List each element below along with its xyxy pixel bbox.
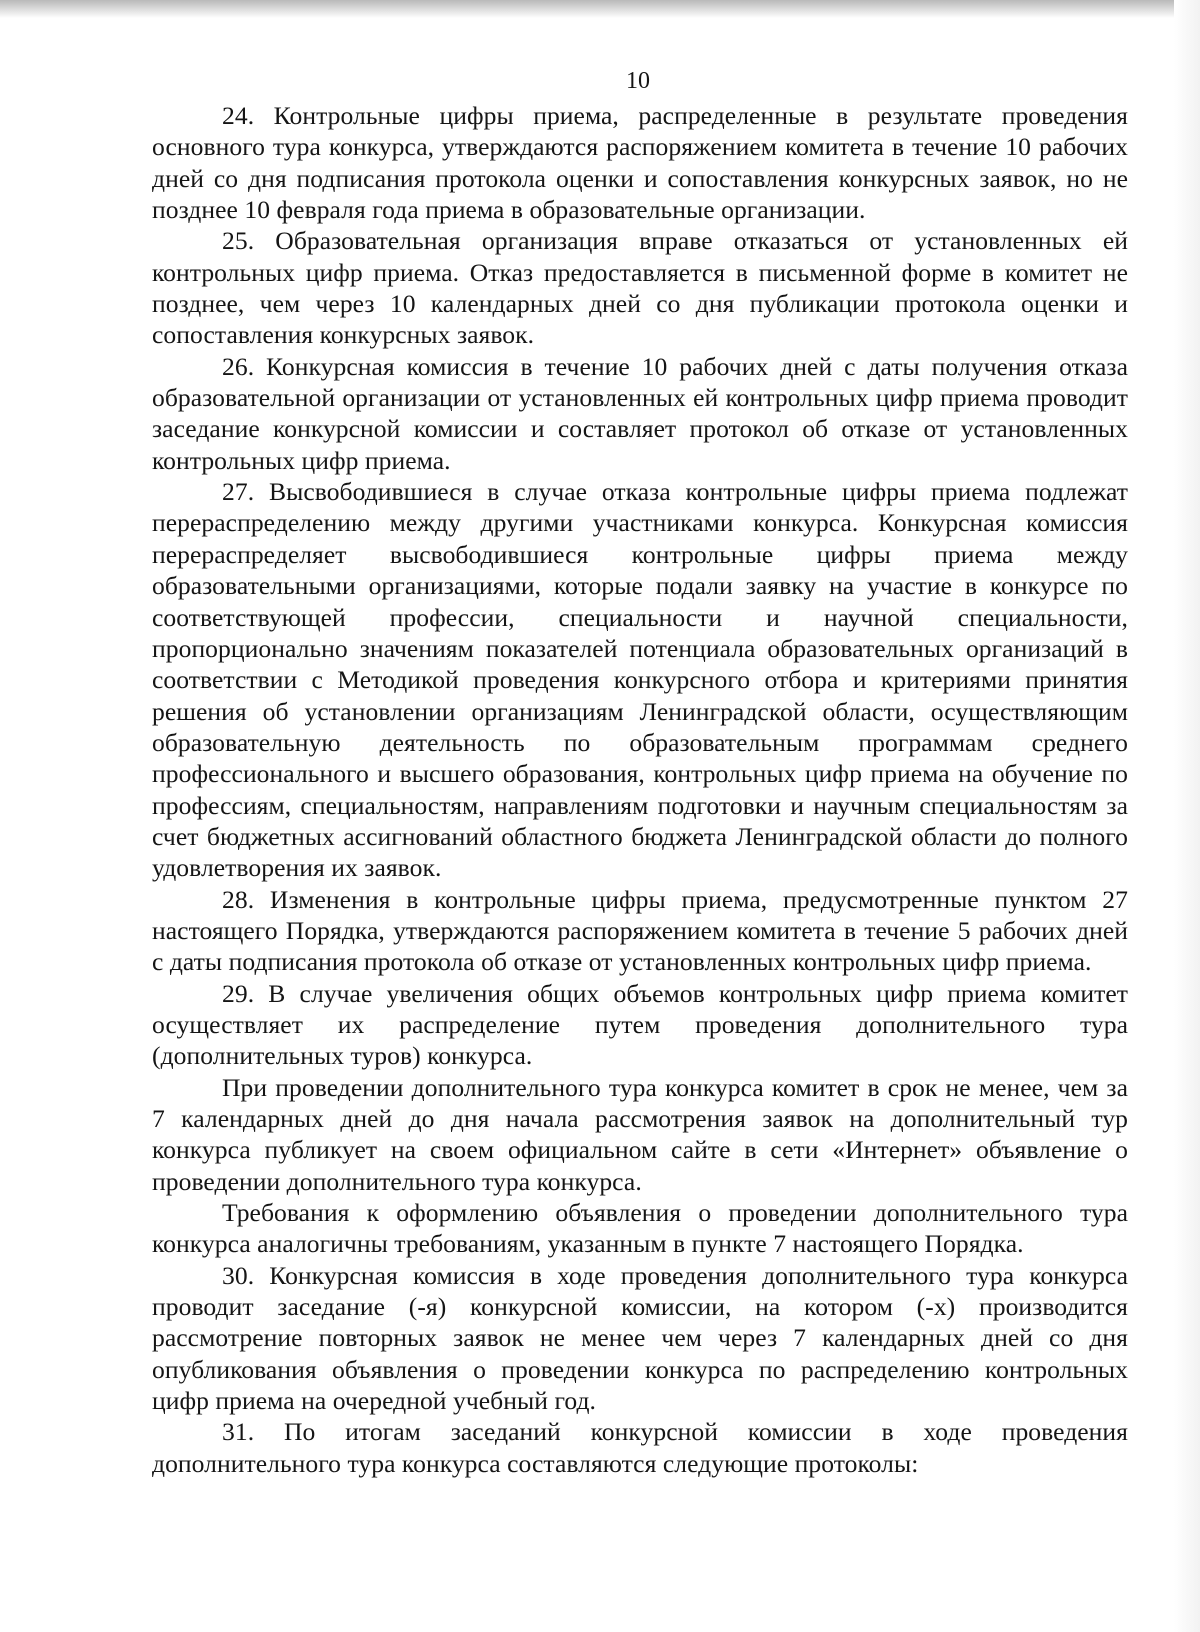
paragraph-30: 30. Конкурсная комиссия в ходе проведения дополнительного тура конкурса проводит заседание (-я) конкурсной комиссии, на котором (-х) производится рассмотрение повторных заявок не менее чем через 7 календарных дней со дня опубликования объявления о проведении конкурса по распределению контрольных цифр приема на очередной учебный год.: [152, 1260, 1128, 1416]
document-body: [152, 100, 1128, 1479]
paragraph-26: 26. Конкурсная комиссия в течение 10 рабочих дней с даты получения отказа образовательной организации от установленных ей контрольных цифр приема проводит заседание конкурсной комиссии и составляет протокол об отказе от установленных контрольных цифр приема.: [152, 351, 1128, 475]
scan-right-edge: [1174, 0, 1200, 1632]
paragraph-29-announcement: При проведении дополнительного тура конкурса комитет в срок не менее, чем за 7 календарных дней до дня начала рассмотрения заявок на дополнительный тур конкурса публикует на своем официальном сайте в сети «Интернет» объявление о проведении дополнительного тура конкурса.: [152, 1072, 1128, 1196]
paragraph-27: 27. Высвободившиеся в случае отказа контрольные цифры приема подлежат перераспределению между другими участниками конкурса. Конкурсная комиссия перераспределяет высвободившиеся контрольные цифры приема между образовательными организациями, которые подали заявку на участие в конкурсе по соответствующей профессии, специальности и научной специальности, пропорционально значениям показателей потенциала образовательных организаций в соответствии с Методикой проведения конкурсного отбора и критериями принятия решения об установлении организациям Ленинградской области, осуществляющим образовательную деятельность по образовательным программам среднего профессионального и высшего образования, контрольных цифр приема на обучение по профессиям, специальностям, направлениям подготовки и научным специальностям за счет бюджетных ассигнований областного бюджета Ленинградской области до полного удовлетворения их заявок.: [152, 477, 1128, 883]
paragraph-25: 25. Образовательная организация вправе отказаться от установленных ей контрольных цифр приема. Отказ предоставляется в письменной форме в комитет не позднее, чем через 10 календарных дней со дня публикации протокола оценки и сопоставления конкурсных заявок.: [152, 226, 1128, 350]
scan-top-edge: [0, 0, 1200, 18]
paragraph-28: 28. Изменения в контрольные цифры приема, предусмотренные пунктом 27 настоящего Порядка, утверждаются распоряжением комитета в течение 5 рабочих дней с даты подписания протокола об отказе от установленных контрольных цифр приема.: [152, 884, 1128, 977]
paragraph-29-requirements: Требования к оформлению объявления о проведении дополнительного тура конкурса аналогичны требованиям, указанным в пункте 7 настоящего Порядка.: [152, 1198, 1128, 1259]
paragraph-24: 24. Контрольные цифры приема, распределенные в результате проведения основного тура конкурса, утверждаются распоряжением комитета в течение 10 рабочих дней со дня подписания протокола оценки и сопоставления конкурсных заявок, но не позднее 10 февраля года приема в образовательные организации.: [152, 101, 1128, 225]
paragraph-31: 31. По итогам заседаний конкурсной комиссии в ходе проведения дополнительного тура конкурса составляются следующие протоколы:: [152, 1417, 1128, 1478]
paragraph-29: 29. В случае увеличения общих объемов контрольных цифр приема комитет осуществляет их распределение путем проведения дополнительного тура (дополнительных туров) конкурса.: [152, 978, 1128, 1071]
page-number: 10: [626, 68, 650, 94]
